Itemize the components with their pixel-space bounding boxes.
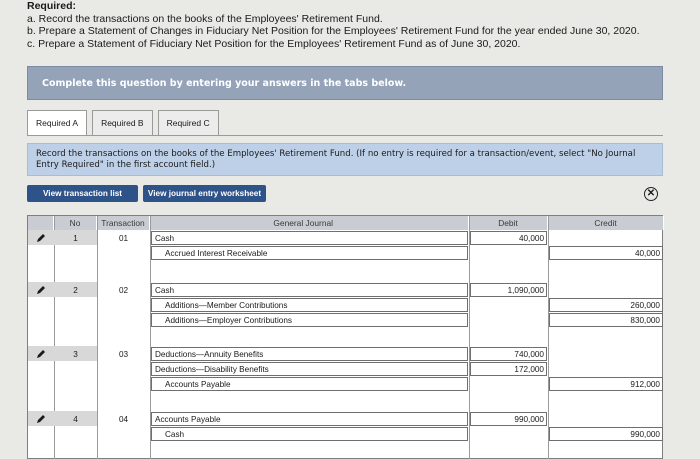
entry-number: 4	[73, 414, 78, 424]
tab-divider	[27, 135, 663, 136]
journal-table	[27, 215, 663, 459]
credit-field[interactable]: 990,000	[549, 427, 663, 441]
requirement-tabs	[27, 110, 224, 136]
entry-transaction: 02	[118, 285, 129, 295]
entry-number: 2	[73, 285, 78, 295]
tab-required-a[interactable]: Required A	[27, 110, 87, 136]
account-field[interactable]: Cash	[151, 231, 468, 245]
view-journal-worksheet-button[interactable]: View journal entry worksheet	[143, 185, 266, 202]
header-debit: Debit	[469, 216, 548, 230]
debit-field[interactable]: 990,000	[470, 412, 547, 426]
tab-required-c[interactable]: Required C	[158, 110, 219, 136]
pencil-icon[interactable]	[36, 233, 46, 243]
debit-field[interactable]: 40,000	[470, 231, 547, 245]
account-field[interactable]: Accrued Interest Receivable	[151, 246, 468, 260]
tab-required-b[interactable]: Required B	[92, 110, 153, 136]
debit-field[interactable]: 1,090,000	[470, 283, 547, 297]
instructions-banner	[27, 66, 663, 100]
requirements	[27, 0, 687, 50]
entry-number: 1	[73, 233, 78, 243]
account-field[interactable]: Deductions—Disability Benefits	[151, 362, 468, 376]
credit-field[interactable]: 830,000	[549, 313, 663, 327]
entry-transaction: 04	[118, 414, 129, 424]
banner-text: Complete this question by entering your answers in the tabs below.	[42, 78, 407, 89]
debit-field[interactable]: 172,000	[470, 362, 547, 376]
account-field[interactable]: Accounts Payable	[151, 412, 468, 426]
account-field[interactable]: Additions—Member Contributions	[151, 298, 468, 312]
credit-field[interactable]: 40,000	[549, 246, 663, 260]
pencil-icon[interactable]	[36, 349, 46, 359]
journal-instruction: Record the transactions on the books of the Employees' Retirement Fund. (If no entry is required for a transaction/event, select "No Journal Entry Required" in the first account field.)	[27, 143, 663, 176]
pencil-icon[interactable]	[36, 414, 46, 424]
account-field[interactable]: Cash	[151, 427, 468, 441]
account-field[interactable]: Additions—Employer Contributions	[151, 313, 468, 327]
header-transaction: Transaction	[97, 216, 150, 230]
account-field[interactable]: Deductions—Annuity Benefits	[151, 347, 468, 361]
debit-field[interactable]: 740,000	[470, 347, 547, 361]
credit-field[interactable]: 260,000	[549, 298, 663, 312]
pencil-icon[interactable]	[36, 285, 46, 295]
header-no: No	[54, 216, 97, 230]
requirements-title: Required:	[27, 0, 77, 12]
header-edit	[28, 216, 54, 230]
requirement-a: a. Record the transactions on the books of the Employees' Retirement Fund.	[27, 12, 383, 25]
entry-transaction: 03	[118, 349, 129, 359]
header-credit: Credit	[548, 216, 664, 230]
requirement-b: b. Prepare a Statement of Changes in Fiduciary Net Position for the Employees' Retirement Fund for the year ended June 30, 2020.	[27, 25, 640, 37]
credit-field[interactable]: 912,000	[549, 377, 663, 391]
view-transaction-list-button[interactable]: View transaction list	[27, 185, 138, 202]
account-field[interactable]: Cash	[151, 283, 468, 297]
requirement-c: c. Prepare a Statement of Fiduciary Net Position for the Employees' Retirement Fund as of June 30, 2020.	[27, 37, 521, 50]
account-field[interactable]: Accounts Payable	[151, 377, 468, 391]
close-circle-icon[interactable]: ✕	[644, 187, 658, 201]
entry-transaction: 01	[118, 233, 129, 243]
entry-number: 3	[73, 349, 78, 359]
header-general-journal: General Journal	[150, 216, 469, 230]
